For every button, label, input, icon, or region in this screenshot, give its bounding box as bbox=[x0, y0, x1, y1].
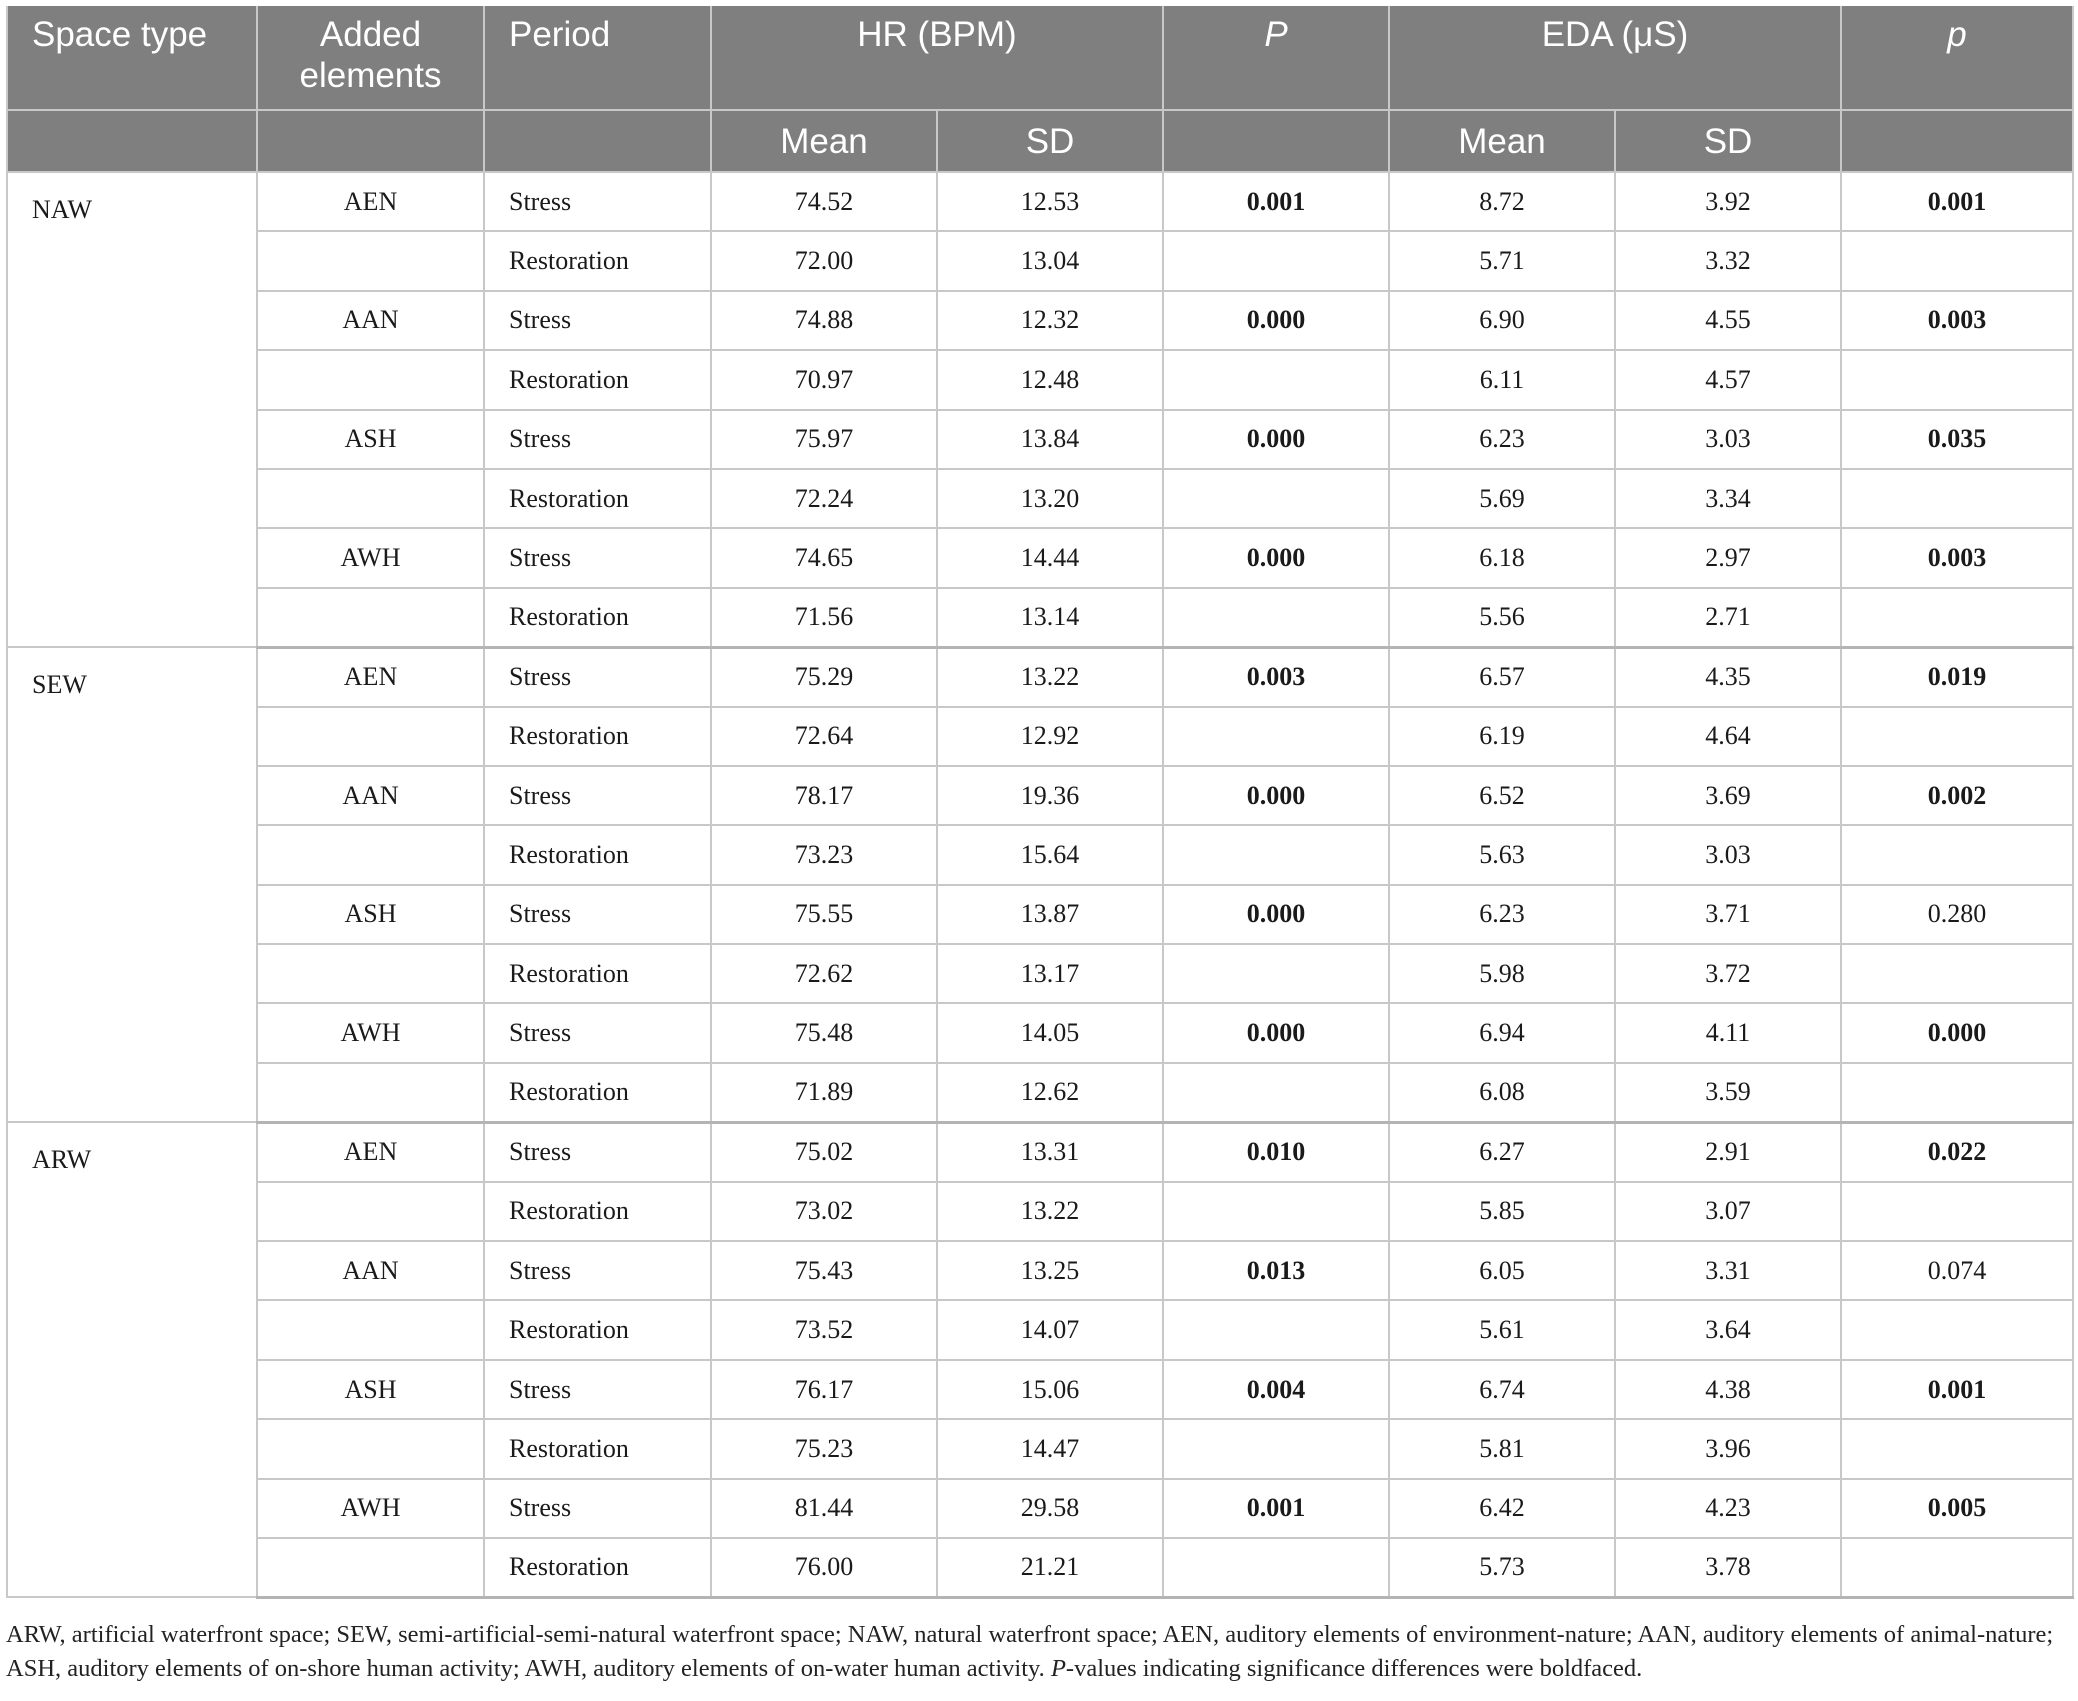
cell-hr-mean: 74.88 bbox=[711, 291, 937, 350]
cell-eda-p bbox=[1841, 1419, 2073, 1478]
cell-hr-sd: 15.06 bbox=[937, 1360, 1163, 1419]
table-row bbox=[7, 707, 2073, 766]
table-row bbox=[7, 172, 2073, 231]
table-row bbox=[7, 291, 2073, 350]
cell-hr-sd: 13.22 bbox=[937, 1182, 1163, 1241]
cell-hr-mean: 72.24 bbox=[711, 469, 937, 528]
cell-hr-mean: 76.00 bbox=[711, 1538, 937, 1597]
cell-hr-sd: 12.53 bbox=[937, 172, 1163, 231]
cell-hr-p bbox=[1163, 707, 1389, 766]
cell-eda-p: 0.001 bbox=[1841, 1360, 2073, 1419]
header-blank bbox=[1163, 110, 1389, 172]
cell-eda-sd: 3.03 bbox=[1615, 410, 1841, 469]
table-row bbox=[7, 1122, 2073, 1181]
footnote-p-italic: P bbox=[1050, 1655, 1066, 1682]
cell-eda-mean: 6.11 bbox=[1389, 350, 1615, 409]
cell-eda-p bbox=[1841, 588, 2073, 647]
cell-hr-p: 0.000 bbox=[1163, 885, 1389, 944]
cell-eda-sd: 3.92 bbox=[1615, 172, 1841, 231]
table-row bbox=[7, 1300, 2073, 1359]
cell-eda-p: 0.003 bbox=[1841, 528, 2073, 587]
cell-hr-sd: 13.17 bbox=[937, 944, 1163, 1003]
cell-eda-mean: 5.73 bbox=[1389, 1538, 1615, 1597]
cell-eda-sd: 3.03 bbox=[1615, 825, 1841, 884]
cell-space-type: SEW bbox=[7, 647, 257, 1122]
cell-added-element: AWH bbox=[257, 1479, 484, 1538]
cell-eda-p: 0.280 bbox=[1841, 885, 2073, 944]
header-added-elements: Added elements bbox=[257, 6, 484, 110]
header-blank bbox=[484, 110, 711, 172]
cell-eda-mean: 8.72 bbox=[1389, 172, 1615, 231]
table-row bbox=[7, 1479, 2073, 1538]
table-row bbox=[7, 885, 2073, 944]
cell-eda-mean: 5.63 bbox=[1389, 825, 1615, 884]
header-blank bbox=[7, 110, 257, 172]
cell-hr-mean: 70.97 bbox=[711, 350, 937, 409]
cell-eda-sd: 4.23 bbox=[1615, 1479, 1841, 1538]
table-row bbox=[7, 647, 2073, 706]
cell-hr-mean: 73.52 bbox=[711, 1300, 937, 1359]
cell-hr-mean: 78.17 bbox=[711, 766, 937, 825]
table-header bbox=[7, 6, 2073, 172]
cell-hr-sd: 14.47 bbox=[937, 1419, 1163, 1478]
cell-hr-mean: 74.52 bbox=[711, 172, 937, 231]
cell-eda-mean: 6.52 bbox=[1389, 766, 1615, 825]
table-row bbox=[7, 1241, 2073, 1300]
cell-hr-p: 0.000 bbox=[1163, 1003, 1389, 1062]
header-blank bbox=[1841, 110, 2073, 172]
cell-added-element bbox=[257, 588, 484, 647]
header-hr: HR (BPM) bbox=[711, 6, 1163, 110]
cell-eda-sd: 3.34 bbox=[1615, 469, 1841, 528]
cell-eda-p: 0.005 bbox=[1841, 1479, 2073, 1538]
cell-eda-mean: 6.90 bbox=[1389, 291, 1615, 350]
cell-period: Stress bbox=[484, 1122, 711, 1181]
cell-hr-mean: 74.65 bbox=[711, 528, 937, 587]
table-row bbox=[7, 1419, 2073, 1478]
table-row bbox=[7, 1360, 2073, 1419]
cell-eda-p bbox=[1841, 1063, 2073, 1122]
cell-hr-mean: 75.43 bbox=[711, 1241, 937, 1300]
cell-eda-p bbox=[1841, 469, 2073, 528]
cell-hr-p bbox=[1163, 825, 1389, 884]
cell-eda-mean: 5.56 bbox=[1389, 588, 1615, 647]
cell-added-element: ASH bbox=[257, 885, 484, 944]
cell-hr-sd: 12.32 bbox=[937, 291, 1163, 350]
header-space-type: Space type bbox=[7, 6, 257, 110]
cell-added-element bbox=[257, 1182, 484, 1241]
table-row bbox=[7, 825, 2073, 884]
cell-eda-p: 0.003 bbox=[1841, 291, 2073, 350]
cell-eda-p: 0.019 bbox=[1841, 647, 2073, 706]
results-table bbox=[6, 6, 2074, 1599]
footnote-text: ARW, artificial waterfront space; SEW, semi-artificial-semi-natural waterfront space; NAW, natural waterfront space; AEN, auditory elements of environment-nature; AAN, auditory elements of animal-nature; ASH, auditory elements of on-shore human activity; AWH, auditory elements of on-water human activity. bbox=[6, 1621, 2054, 1682]
footnote-text-end: -values indicating significance differences were boldfaced. bbox=[1065, 1655, 1643, 1682]
cell-added-element: AWH bbox=[257, 1003, 484, 1062]
cell-hr-sd: 12.62 bbox=[937, 1063, 1163, 1122]
cell-added-element bbox=[257, 1300, 484, 1359]
cell-hr-mean: 75.02 bbox=[711, 1122, 937, 1181]
cell-period: Stress bbox=[484, 885, 711, 944]
cell-added-element bbox=[257, 231, 484, 290]
cell-added-element: AWH bbox=[257, 528, 484, 587]
cell-hr-mean: 75.55 bbox=[711, 885, 937, 944]
cell-period: Stress bbox=[484, 410, 711, 469]
cell-hr-mean: 81.44 bbox=[711, 1479, 937, 1538]
cell-period: Restoration bbox=[484, 1300, 711, 1359]
cell-period: Restoration bbox=[484, 1538, 711, 1597]
cell-hr-p bbox=[1163, 1538, 1389, 1597]
table-row bbox=[7, 231, 2073, 290]
cell-eda-p: 0.000 bbox=[1841, 1003, 2073, 1062]
cell-hr-sd: 13.87 bbox=[937, 885, 1163, 944]
cell-hr-sd: 13.25 bbox=[937, 1241, 1163, 1300]
header-eda-mean: Mean bbox=[1389, 110, 1615, 172]
cell-eda-sd: 3.96 bbox=[1615, 1419, 1841, 1478]
cell-hr-p bbox=[1163, 469, 1389, 528]
cell-period: Restoration bbox=[484, 588, 711, 647]
cell-hr-p: 0.000 bbox=[1163, 766, 1389, 825]
cell-hr-sd: 14.44 bbox=[937, 528, 1163, 587]
table-row bbox=[7, 766, 2073, 825]
cell-space-type: ARW bbox=[7, 1122, 257, 1597]
cell-eda-p: 0.002 bbox=[1841, 766, 2073, 825]
cell-added-element: AEN bbox=[257, 1122, 484, 1181]
cell-eda-mean: 5.85 bbox=[1389, 1182, 1615, 1241]
cell-added-element bbox=[257, 1063, 484, 1122]
cell-eda-p bbox=[1841, 944, 2073, 1003]
cell-hr-sd: 14.05 bbox=[937, 1003, 1163, 1062]
cell-hr-sd: 12.48 bbox=[937, 350, 1163, 409]
cell-period: Restoration bbox=[484, 1419, 711, 1478]
cell-hr-p bbox=[1163, 1419, 1389, 1478]
cell-eda-mean: 6.23 bbox=[1389, 410, 1615, 469]
cell-added-element bbox=[257, 1419, 484, 1478]
cell-eda-mean: 5.61 bbox=[1389, 1300, 1615, 1359]
cell-added-element: AAN bbox=[257, 1241, 484, 1300]
cell-space-type: NAW bbox=[7, 172, 257, 647]
cell-added-element: ASH bbox=[257, 410, 484, 469]
header-hr-sd: SD bbox=[937, 110, 1163, 172]
cell-eda-p bbox=[1841, 1182, 2073, 1241]
cell-hr-p bbox=[1163, 588, 1389, 647]
header-eda-sd: SD bbox=[1615, 110, 1841, 172]
table-row bbox=[7, 1003, 2073, 1062]
cell-eda-mean: 5.71 bbox=[1389, 231, 1615, 290]
cell-hr-sd: 14.07 bbox=[937, 1300, 1163, 1359]
cell-added-element bbox=[257, 944, 484, 1003]
cell-hr-sd: 12.92 bbox=[937, 707, 1163, 766]
cell-eda-sd: 4.38 bbox=[1615, 1360, 1841, 1419]
cell-eda-sd: 3.59 bbox=[1615, 1063, 1841, 1122]
cell-eda-p: 0.035 bbox=[1841, 410, 2073, 469]
cell-hr-sd: 13.84 bbox=[937, 410, 1163, 469]
cell-period: Stress bbox=[484, 647, 711, 706]
cell-period: Restoration bbox=[484, 350, 711, 409]
cell-eda-mean: 6.57 bbox=[1389, 647, 1615, 706]
cell-hr-mean: 73.02 bbox=[711, 1182, 937, 1241]
cell-eda-sd: 2.97 bbox=[1615, 528, 1841, 587]
cell-eda-sd: 4.55 bbox=[1615, 291, 1841, 350]
cell-hr-p bbox=[1163, 350, 1389, 409]
cell-eda-sd: 4.35 bbox=[1615, 647, 1841, 706]
cell-added-element: AEN bbox=[257, 172, 484, 231]
cell-added-element: AAN bbox=[257, 766, 484, 825]
results-table-container bbox=[6, 6, 2072, 1599]
cell-hr-mean: 75.48 bbox=[711, 1003, 937, 1062]
cell-hr-p bbox=[1163, 231, 1389, 290]
cell-hr-p: 0.010 bbox=[1163, 1122, 1389, 1181]
cell-added-element bbox=[257, 1538, 484, 1597]
cell-added-element: ASH bbox=[257, 1360, 484, 1419]
cell-period: Restoration bbox=[484, 707, 711, 766]
cell-period: Stress bbox=[484, 766, 711, 825]
cell-hr-mean: 75.29 bbox=[711, 647, 937, 706]
cell-added-element bbox=[257, 707, 484, 766]
cell-hr-p bbox=[1163, 944, 1389, 1003]
cell-hr-sd: 13.04 bbox=[937, 231, 1163, 290]
cell-added-element bbox=[257, 825, 484, 884]
cell-eda-sd: 3.78 bbox=[1615, 1538, 1841, 1597]
cell-added-element: AEN bbox=[257, 647, 484, 706]
cell-eda-p bbox=[1841, 825, 2073, 884]
cell-eda-p bbox=[1841, 1300, 2073, 1359]
table-row bbox=[7, 528, 2073, 587]
cell-period: Restoration bbox=[484, 1182, 711, 1241]
cell-hr-mean: 72.64 bbox=[711, 707, 937, 766]
cell-eda-mean: 6.19 bbox=[1389, 707, 1615, 766]
cell-hr-sd: 13.14 bbox=[937, 588, 1163, 647]
cell-eda-sd: 3.64 bbox=[1615, 1300, 1841, 1359]
cell-hr-p bbox=[1163, 1300, 1389, 1359]
cell-added-element bbox=[257, 350, 484, 409]
cell-hr-mean: 72.62 bbox=[711, 944, 937, 1003]
cell-added-element bbox=[257, 469, 484, 528]
cell-period: Stress bbox=[484, 1003, 711, 1062]
cell-eda-p: 0.001 bbox=[1841, 172, 2073, 231]
cell-period: Stress bbox=[484, 1479, 711, 1538]
table-row bbox=[7, 1538, 2073, 1597]
cell-hr-sd: 13.20 bbox=[937, 469, 1163, 528]
cell-hr-p: 0.004 bbox=[1163, 1360, 1389, 1419]
cell-hr-mean: 73.23 bbox=[711, 825, 937, 884]
cell-eda-p: 0.074 bbox=[1841, 1241, 2073, 1300]
cell-eda-mean: 6.27 bbox=[1389, 1122, 1615, 1181]
header-eda: EDA (μS) bbox=[1389, 6, 1841, 110]
cell-eda-mean: 5.98 bbox=[1389, 944, 1615, 1003]
table-row bbox=[7, 350, 2073, 409]
cell-eda-sd: 3.72 bbox=[1615, 944, 1841, 1003]
cell-eda-sd: 4.57 bbox=[1615, 350, 1841, 409]
cell-hr-p: 0.000 bbox=[1163, 291, 1389, 350]
cell-eda-p bbox=[1841, 707, 2073, 766]
cell-period: Restoration bbox=[484, 825, 711, 884]
cell-hr-sd: 19.36 bbox=[937, 766, 1163, 825]
cell-eda-sd: 4.11 bbox=[1615, 1003, 1841, 1062]
table-row bbox=[7, 588, 2073, 647]
cell-period: Stress bbox=[484, 528, 711, 587]
cell-eda-sd: 3.31 bbox=[1615, 1241, 1841, 1300]
table-footnote bbox=[6, 1618, 2066, 1686]
cell-hr-p: 0.001 bbox=[1163, 1479, 1389, 1538]
cell-eda-sd: 3.32 bbox=[1615, 231, 1841, 290]
cell-hr-sd: 15.64 bbox=[937, 825, 1163, 884]
cell-hr-p bbox=[1163, 1182, 1389, 1241]
cell-hr-p bbox=[1163, 1063, 1389, 1122]
cell-period: Restoration bbox=[484, 231, 711, 290]
cell-eda-sd: 3.71 bbox=[1615, 885, 1841, 944]
cell-eda-mean: 6.94 bbox=[1389, 1003, 1615, 1062]
header-hr-p: P bbox=[1163, 6, 1389, 110]
cell-hr-p: 0.000 bbox=[1163, 528, 1389, 587]
cell-eda-mean: 6.74 bbox=[1389, 1360, 1615, 1419]
cell-hr-sd: 13.22 bbox=[937, 647, 1163, 706]
cell-eda-p bbox=[1841, 231, 2073, 290]
cell-hr-p: 0.013 bbox=[1163, 1241, 1389, 1300]
header-period: Period bbox=[484, 6, 711, 110]
table-row bbox=[7, 410, 2073, 469]
cell-eda-mean: 6.08 bbox=[1389, 1063, 1615, 1122]
cell-period: Restoration bbox=[484, 1063, 711, 1122]
header-blank bbox=[257, 110, 484, 172]
cell-hr-p: 0.001 bbox=[1163, 172, 1389, 231]
cell-eda-mean: 5.81 bbox=[1389, 1419, 1615, 1478]
cell-eda-sd: 4.64 bbox=[1615, 707, 1841, 766]
table-row bbox=[7, 1063, 2073, 1122]
table-row bbox=[7, 469, 2073, 528]
cell-period: Stress bbox=[484, 291, 711, 350]
cell-hr-mean: 71.89 bbox=[711, 1063, 937, 1122]
cell-period: Stress bbox=[484, 1241, 711, 1300]
header-hr-mean: Mean bbox=[711, 110, 937, 172]
cell-hr-sd: 29.58 bbox=[937, 1479, 1163, 1538]
cell-eda-mean: 6.23 bbox=[1389, 885, 1615, 944]
cell-period: Restoration bbox=[484, 469, 711, 528]
cell-hr-sd: 13.31 bbox=[937, 1122, 1163, 1181]
table-row bbox=[7, 944, 2073, 1003]
cell-added-element: AAN bbox=[257, 291, 484, 350]
cell-period: Stress bbox=[484, 172, 711, 231]
cell-hr-mean: 72.00 bbox=[711, 231, 937, 290]
cell-eda-sd: 3.07 bbox=[1615, 1182, 1841, 1241]
cell-eda-mean: 6.42 bbox=[1389, 1479, 1615, 1538]
cell-eda-sd: 2.71 bbox=[1615, 588, 1841, 647]
cell-eda-mean: 6.05 bbox=[1389, 1241, 1615, 1300]
cell-hr-mean: 76.17 bbox=[711, 1360, 937, 1419]
cell-hr-mean: 75.23 bbox=[711, 1419, 937, 1478]
header-eda-p: p bbox=[1841, 6, 2073, 110]
cell-eda-sd: 3.69 bbox=[1615, 766, 1841, 825]
cell-eda-p bbox=[1841, 1538, 2073, 1597]
cell-hr-p: 0.003 bbox=[1163, 647, 1389, 706]
cell-eda-mean: 5.69 bbox=[1389, 469, 1615, 528]
table-body bbox=[7, 172, 2073, 1597]
cell-eda-p: 0.022 bbox=[1841, 1122, 2073, 1181]
cell-eda-mean: 6.18 bbox=[1389, 528, 1615, 587]
table-row bbox=[7, 1182, 2073, 1241]
cell-period: Restoration bbox=[484, 944, 711, 1003]
cell-hr-p: 0.000 bbox=[1163, 410, 1389, 469]
cell-period: Stress bbox=[484, 1360, 711, 1419]
cell-hr-mean: 75.97 bbox=[711, 410, 937, 469]
cell-eda-sd: 2.91 bbox=[1615, 1122, 1841, 1181]
cell-hr-sd: 21.21 bbox=[937, 1538, 1163, 1597]
cell-eda-p bbox=[1841, 350, 2073, 409]
cell-hr-mean: 71.56 bbox=[711, 588, 937, 647]
